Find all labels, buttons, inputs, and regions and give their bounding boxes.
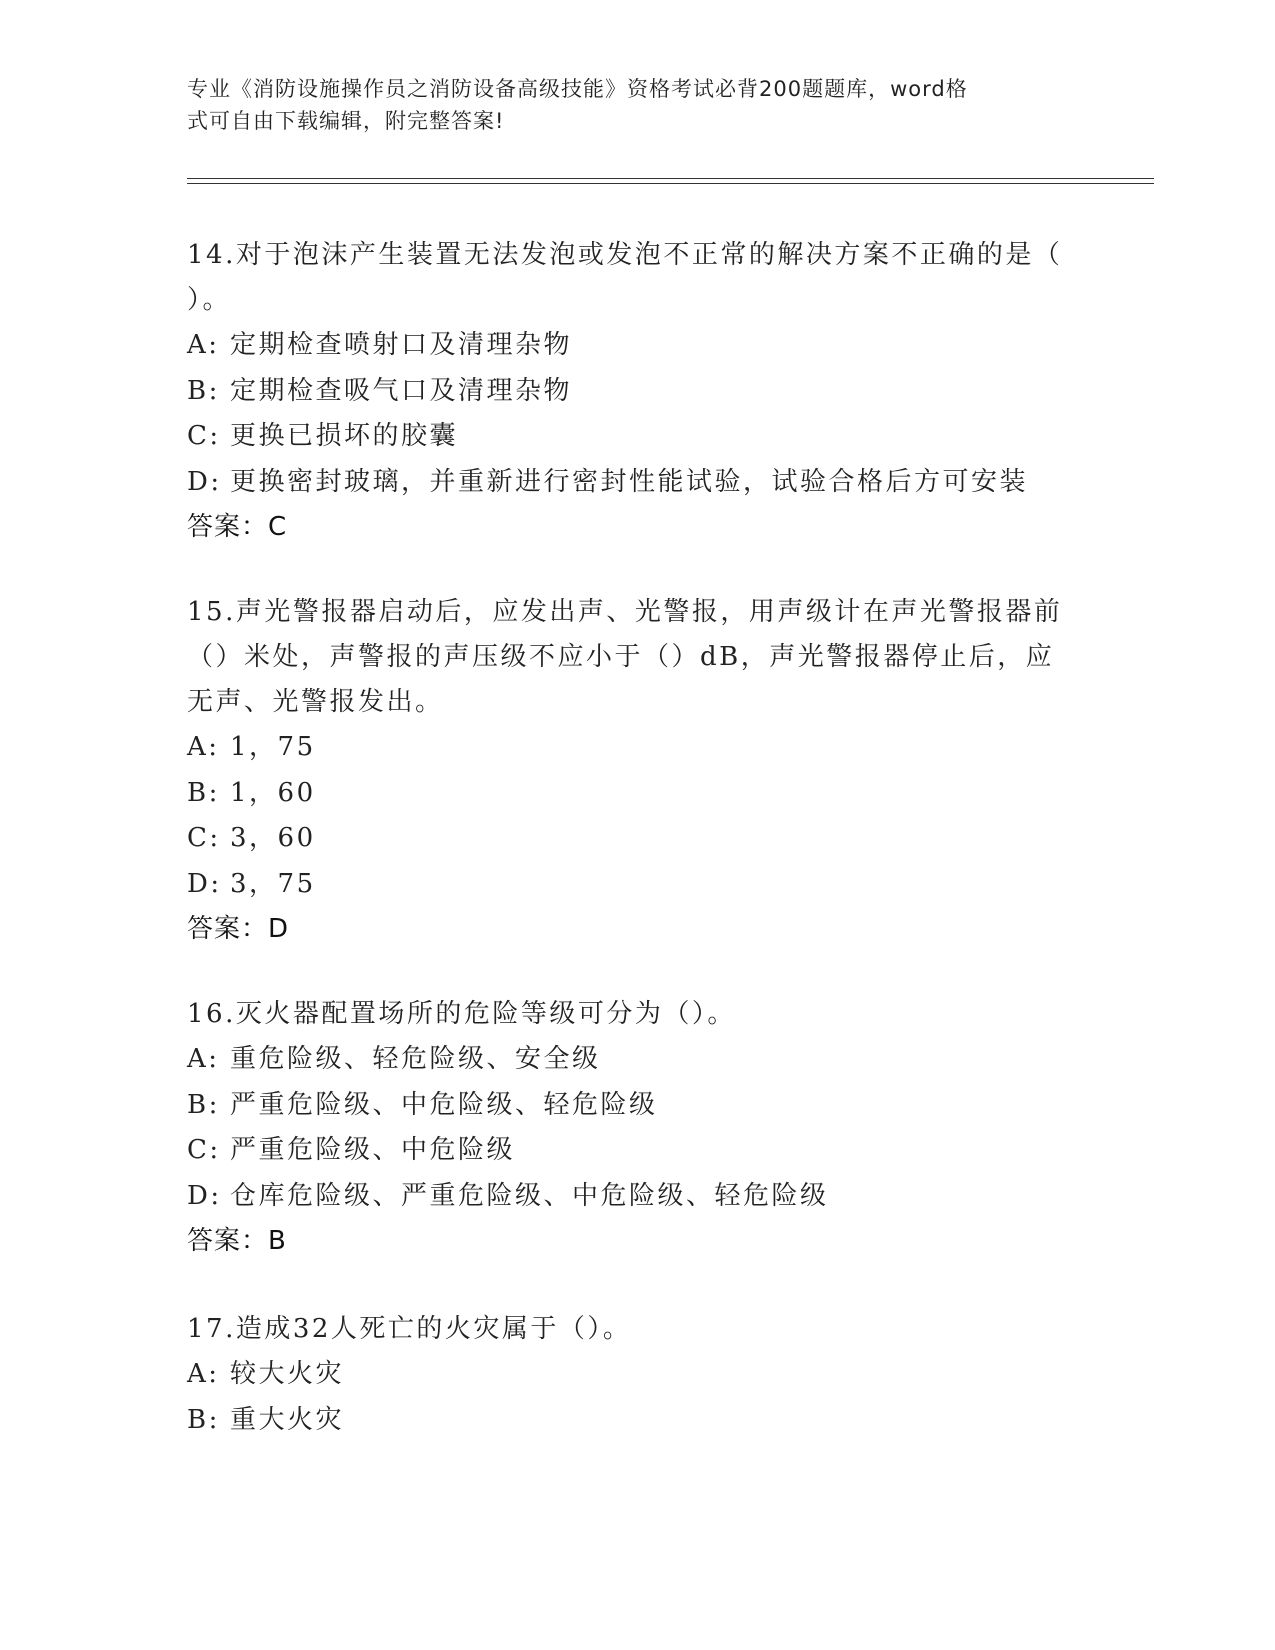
- option-d: [187, 1174, 1087, 1220]
- option-key: C:: [187, 421, 221, 451]
- option-b: [187, 771, 1087, 817]
- option-text: 更换已损坏的胶囊: [230, 421, 459, 451]
- option-text: 重大火灾: [230, 1404, 345, 1435]
- option-text: 定期检查喷射口及清理杂物: [230, 330, 573, 360]
- question-text-line: 17.造成32人死亡的火灾属于（）。: [187, 1314, 632, 1344]
- option-key: A:: [187, 1359, 220, 1389]
- option-key: A:: [187, 1044, 220, 1074]
- question-text-line: （）米处，声警报的声压级不应小于（）dB，声光警报器停止后，应: [187, 642, 1055, 672]
- option-a: [187, 323, 1087, 369]
- option-a: [187, 1037, 1087, 1083]
- option-key: D:: [187, 868, 222, 899]
- option-c: [187, 414, 1087, 460]
- question-text-line: 16.灭火器配置场所的危险等级可分为（）。: [187, 999, 736, 1029]
- question-text-line: 14.对于泡沫产生装置无法发泡或发泡不正常的解决方案不正确的是（: [187, 240, 1063, 270]
- header-divider-bottom: [187, 183, 1154, 184]
- question-text-line: 无声、光警报发出。: [187, 687, 444, 717]
- option-text: 较大火灾: [230, 1359, 345, 1389]
- option-text: 仓库危险级、严重危险级、中危险级、轻危险级: [230, 1180, 829, 1211]
- option-a: [187, 725, 1087, 771]
- option-text: 更换密封玻璃，并重新进行密封性能试验，试验合格后方可安装: [230, 466, 1029, 497]
- question-text-line: ）。: [187, 285, 232, 315]
- option-key: B:: [187, 1404, 220, 1435]
- header-line-1: 专业《消防设施操作员之消防设备高级技能》资格考试必背200题题库，word格: [187, 77, 968, 101]
- option-text: 严重危险级、中危险级、轻危险级: [230, 1089, 658, 1120]
- question-15: [187, 590, 1087, 952]
- option-text: 3，60: [230, 823, 316, 853]
- option-a: [187, 1352, 1087, 1398]
- option-key: D:: [187, 466, 222, 497]
- option-key: A:: [187, 330, 220, 360]
- header-line-2: 式可自由下载编辑，附完整答案!: [187, 109, 505, 133]
- option-b: [187, 1398, 1087, 1444]
- document-header: [187, 73, 1067, 137]
- answer-label: 答案：C: [187, 512, 288, 542]
- answer-label: 答案：D: [187, 914, 290, 944]
- option-b: [187, 1083, 1087, 1129]
- option-c: [187, 1128, 1087, 1174]
- header-divider-top: [187, 178, 1154, 179]
- option-key: C:: [187, 1135, 221, 1165]
- question-14: [187, 233, 1087, 550]
- option-key: B:: [187, 375, 220, 406]
- option-text: 1，75: [230, 732, 316, 762]
- question-16: [187, 992, 1087, 1264]
- option-key: A:: [187, 732, 220, 762]
- question-text-line: 15.声光警报器启动后，应发出声、光警报，用声级计在声光警报器前: [187, 597, 1063, 627]
- option-key: D:: [187, 1180, 222, 1211]
- option-text: 定期检查吸气口及清理杂物: [230, 375, 573, 406]
- option-text: 严重危险级、中危险级: [230, 1135, 516, 1165]
- question-17: [187, 1307, 1087, 1443]
- answer-label: 答案：B: [187, 1226, 287, 1256]
- option-key: C:: [187, 823, 221, 853]
- option-key: B:: [187, 1089, 220, 1120]
- option-text: 3，75: [230, 868, 316, 899]
- option-d: [187, 862, 1087, 908]
- option-b: [187, 369, 1087, 415]
- option-d: [187, 460, 1087, 506]
- option-key: B:: [187, 777, 220, 808]
- option-text: 重危险级、轻危险级、安全级: [230, 1044, 601, 1074]
- option-c: [187, 816, 1087, 862]
- option-text: 1，60: [230, 777, 316, 808]
